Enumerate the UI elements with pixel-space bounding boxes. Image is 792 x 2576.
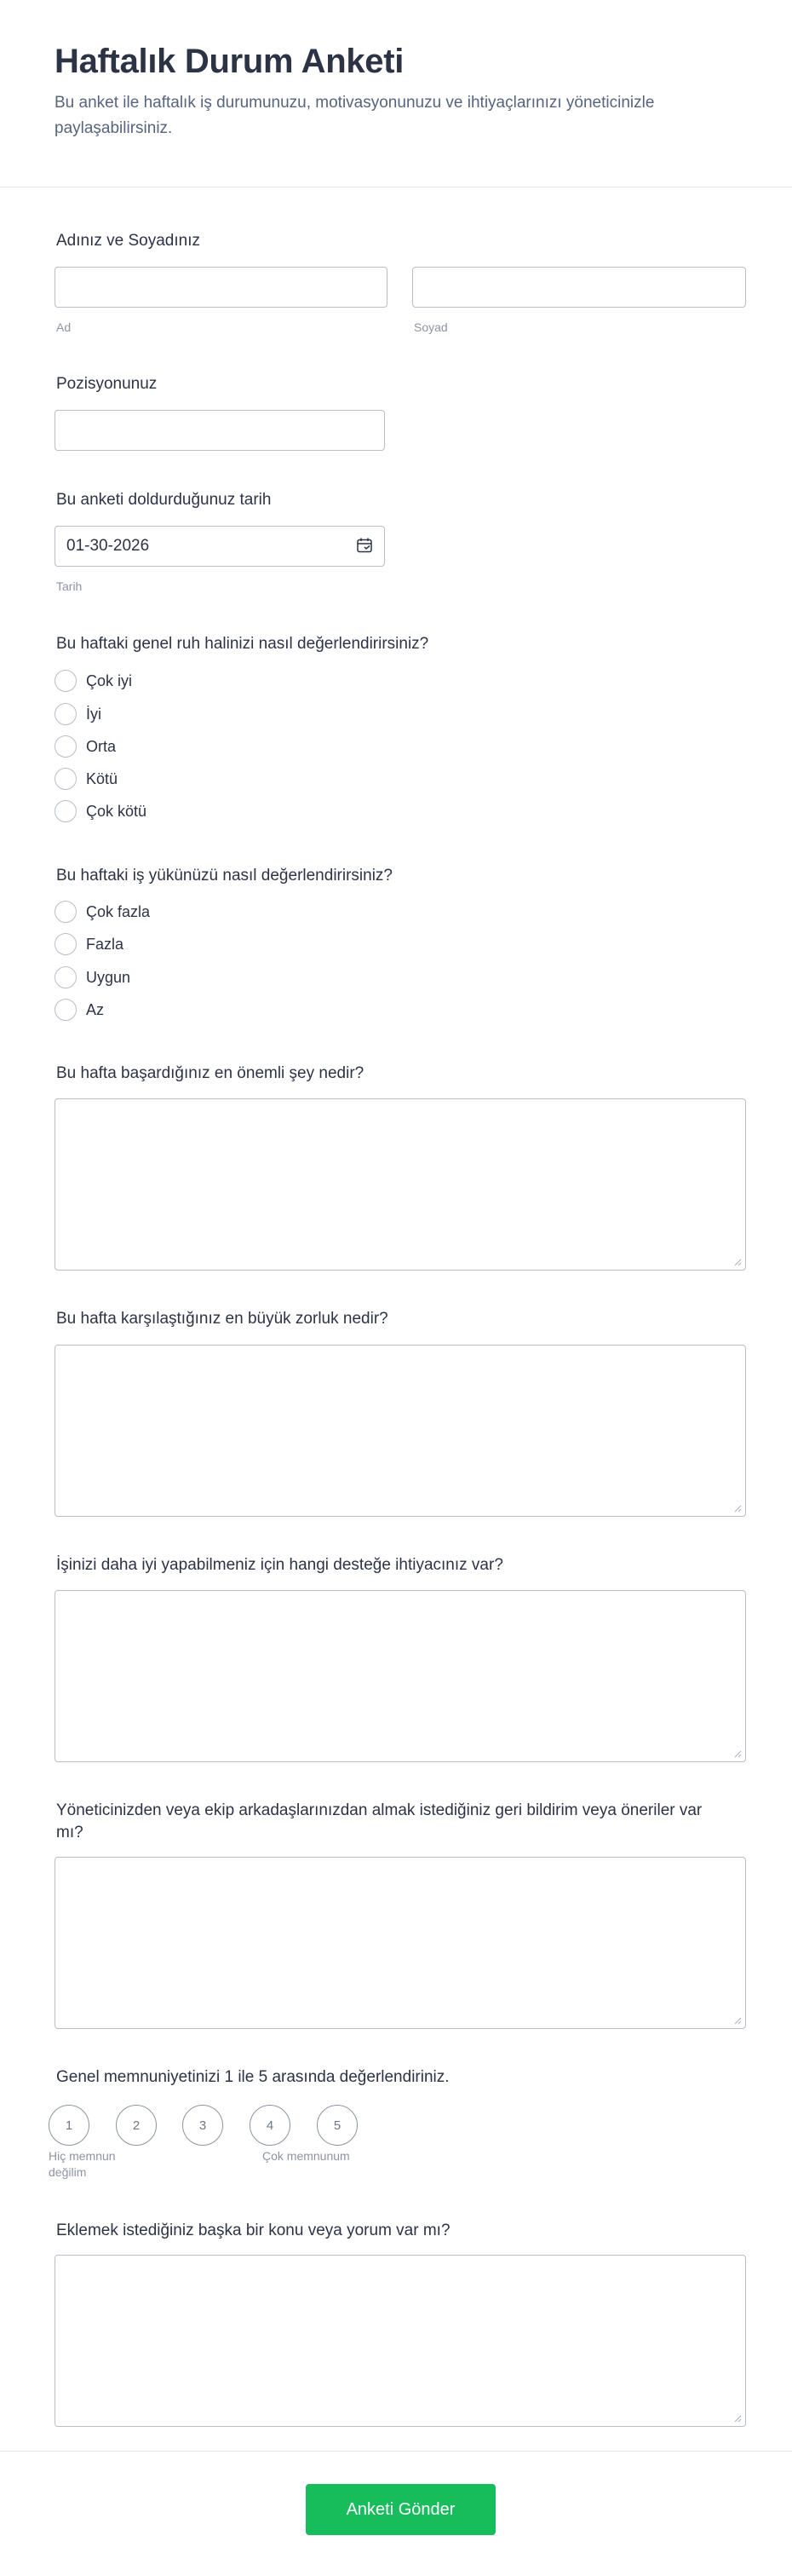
radio-circle[interactable]: [55, 800, 77, 822]
resize-handle-icon[interactable]: [733, 1504, 742, 1513]
comments-label: Eklemek istediğiniz başka bir konu veya yorum var mı?: [56, 2222, 451, 2239]
resize-handle-icon[interactable]: [733, 2414, 742, 2423]
comments-textarea[interactable]: [55, 2255, 746, 2427]
workload-option-label: Fazla: [86, 936, 124, 953]
challenge-textarea[interactable]: [55, 1345, 746, 1517]
date-label: Bu anketi doldurduğunuz tarih: [56, 491, 272, 509]
rating-high-label: Çok memnunum: [262, 2149, 350, 2163]
radio-circle[interactable]: [55, 999, 77, 1021]
support-label: İşinizi daha iyi yapabilmeniz için hangi desteğe ihtiyacınız var?: [56, 1556, 503, 1574]
resize-handle-icon[interactable]: [733, 1749, 742, 1758]
date-sublabel: Tarih: [56, 579, 83, 593]
last-name-input[interactable]: [412, 267, 746, 308]
mood-label: Bu haftaki genel ruh halinizi nasıl değerlendirirsiniz?: [56, 635, 429, 653]
rating-option-2[interactable]: 2: [116, 2105, 157, 2146]
workload-option-label: Az: [86, 1001, 105, 1018]
workload-option-label: Çok fazla: [86, 903, 151, 920]
calendar-icon[interactable]: [356, 537, 373, 554]
radio-circle[interactable]: [55, 768, 77, 790]
support-textarea[interactable]: [55, 1590, 746, 1762]
first-name-input[interactable]: [55, 267, 387, 308]
form-title: Haftalık Durum Anketi: [55, 43, 405, 80]
workload-option-label: Uygun: [86, 969, 131, 986]
rating-option-3[interactable]: 3: [182, 2105, 223, 2146]
mood-option-label: İyi: [86, 706, 101, 723]
date-value: 01-30-2026: [66, 537, 150, 555]
first-name-sublabel: Ad: [56, 320, 72, 334]
radio-circle[interactable]: [55, 703, 77, 725]
radio-circle[interactable]: [55, 735, 77, 758]
mood-option-label: Orta: [86, 738, 117, 755]
feedback-label: Yöneticinizden veya ekip arkadaşlarınızdan almak istediğiniz geri bildirim veya öneriler var mı?: [56, 1801, 703, 1841]
rating-label: Genel memnuniyetinizi 1 ile 5 arasında değerlendiriniz.: [56, 2068, 450, 2086]
mood-option-label: Çok kötü: [86, 803, 147, 820]
position-input[interactable]: [55, 410, 385, 451]
rating-low-label: Hiç memnun değilim: [49, 2149, 116, 2179]
achievement-label: Bu hafta başardığınız en önemli şey nedir?: [56, 1064, 364, 1082]
radio-circle[interactable]: [55, 901, 77, 923]
last-name-sublabel: Soyad: [414, 320, 448, 334]
mood-option-label: Çok iyi: [86, 672, 133, 689]
resize-handle-icon[interactable]: [733, 2016, 742, 2025]
form-subtitle: Bu anket ile haftalık iş durumunuzu, motivasyonunuzu ve ihtiyaçlarınızı yöneticinizle paylaşabilirsiniz.: [55, 94, 655, 137]
rating-option-5[interactable]: 5: [317, 2105, 358, 2146]
submit-button[interactable]: Anketi Gönder: [306, 2484, 496, 2535]
radio-circle[interactable]: [55, 670, 77, 692]
radio-circle[interactable]: [55, 966, 77, 988]
resize-handle-icon[interactable]: [733, 1258, 742, 1266]
challenge-label: Bu hafta karşılaştığınız en büyük zorluk nedir?: [56, 1310, 388, 1328]
mood-option-label: Kötü: [86, 770, 118, 787]
achievement-textarea[interactable]: [55, 1098, 746, 1271]
rating-option-4[interactable]: 4: [250, 2105, 290, 2146]
name-label: Adınız ve Soyadınız: [56, 232, 200, 250]
rating-option-1[interactable]: 1: [49, 2105, 89, 2146]
position-label: Pozisyonunuz: [56, 375, 158, 393]
workload-label: Bu haftaki iş yükünüzü nasıl değerlendirirsiniz?: [56, 867, 393, 885]
radio-circle[interactable]: [55, 933, 77, 955]
feedback-textarea[interactable]: [55, 1857, 746, 2029]
